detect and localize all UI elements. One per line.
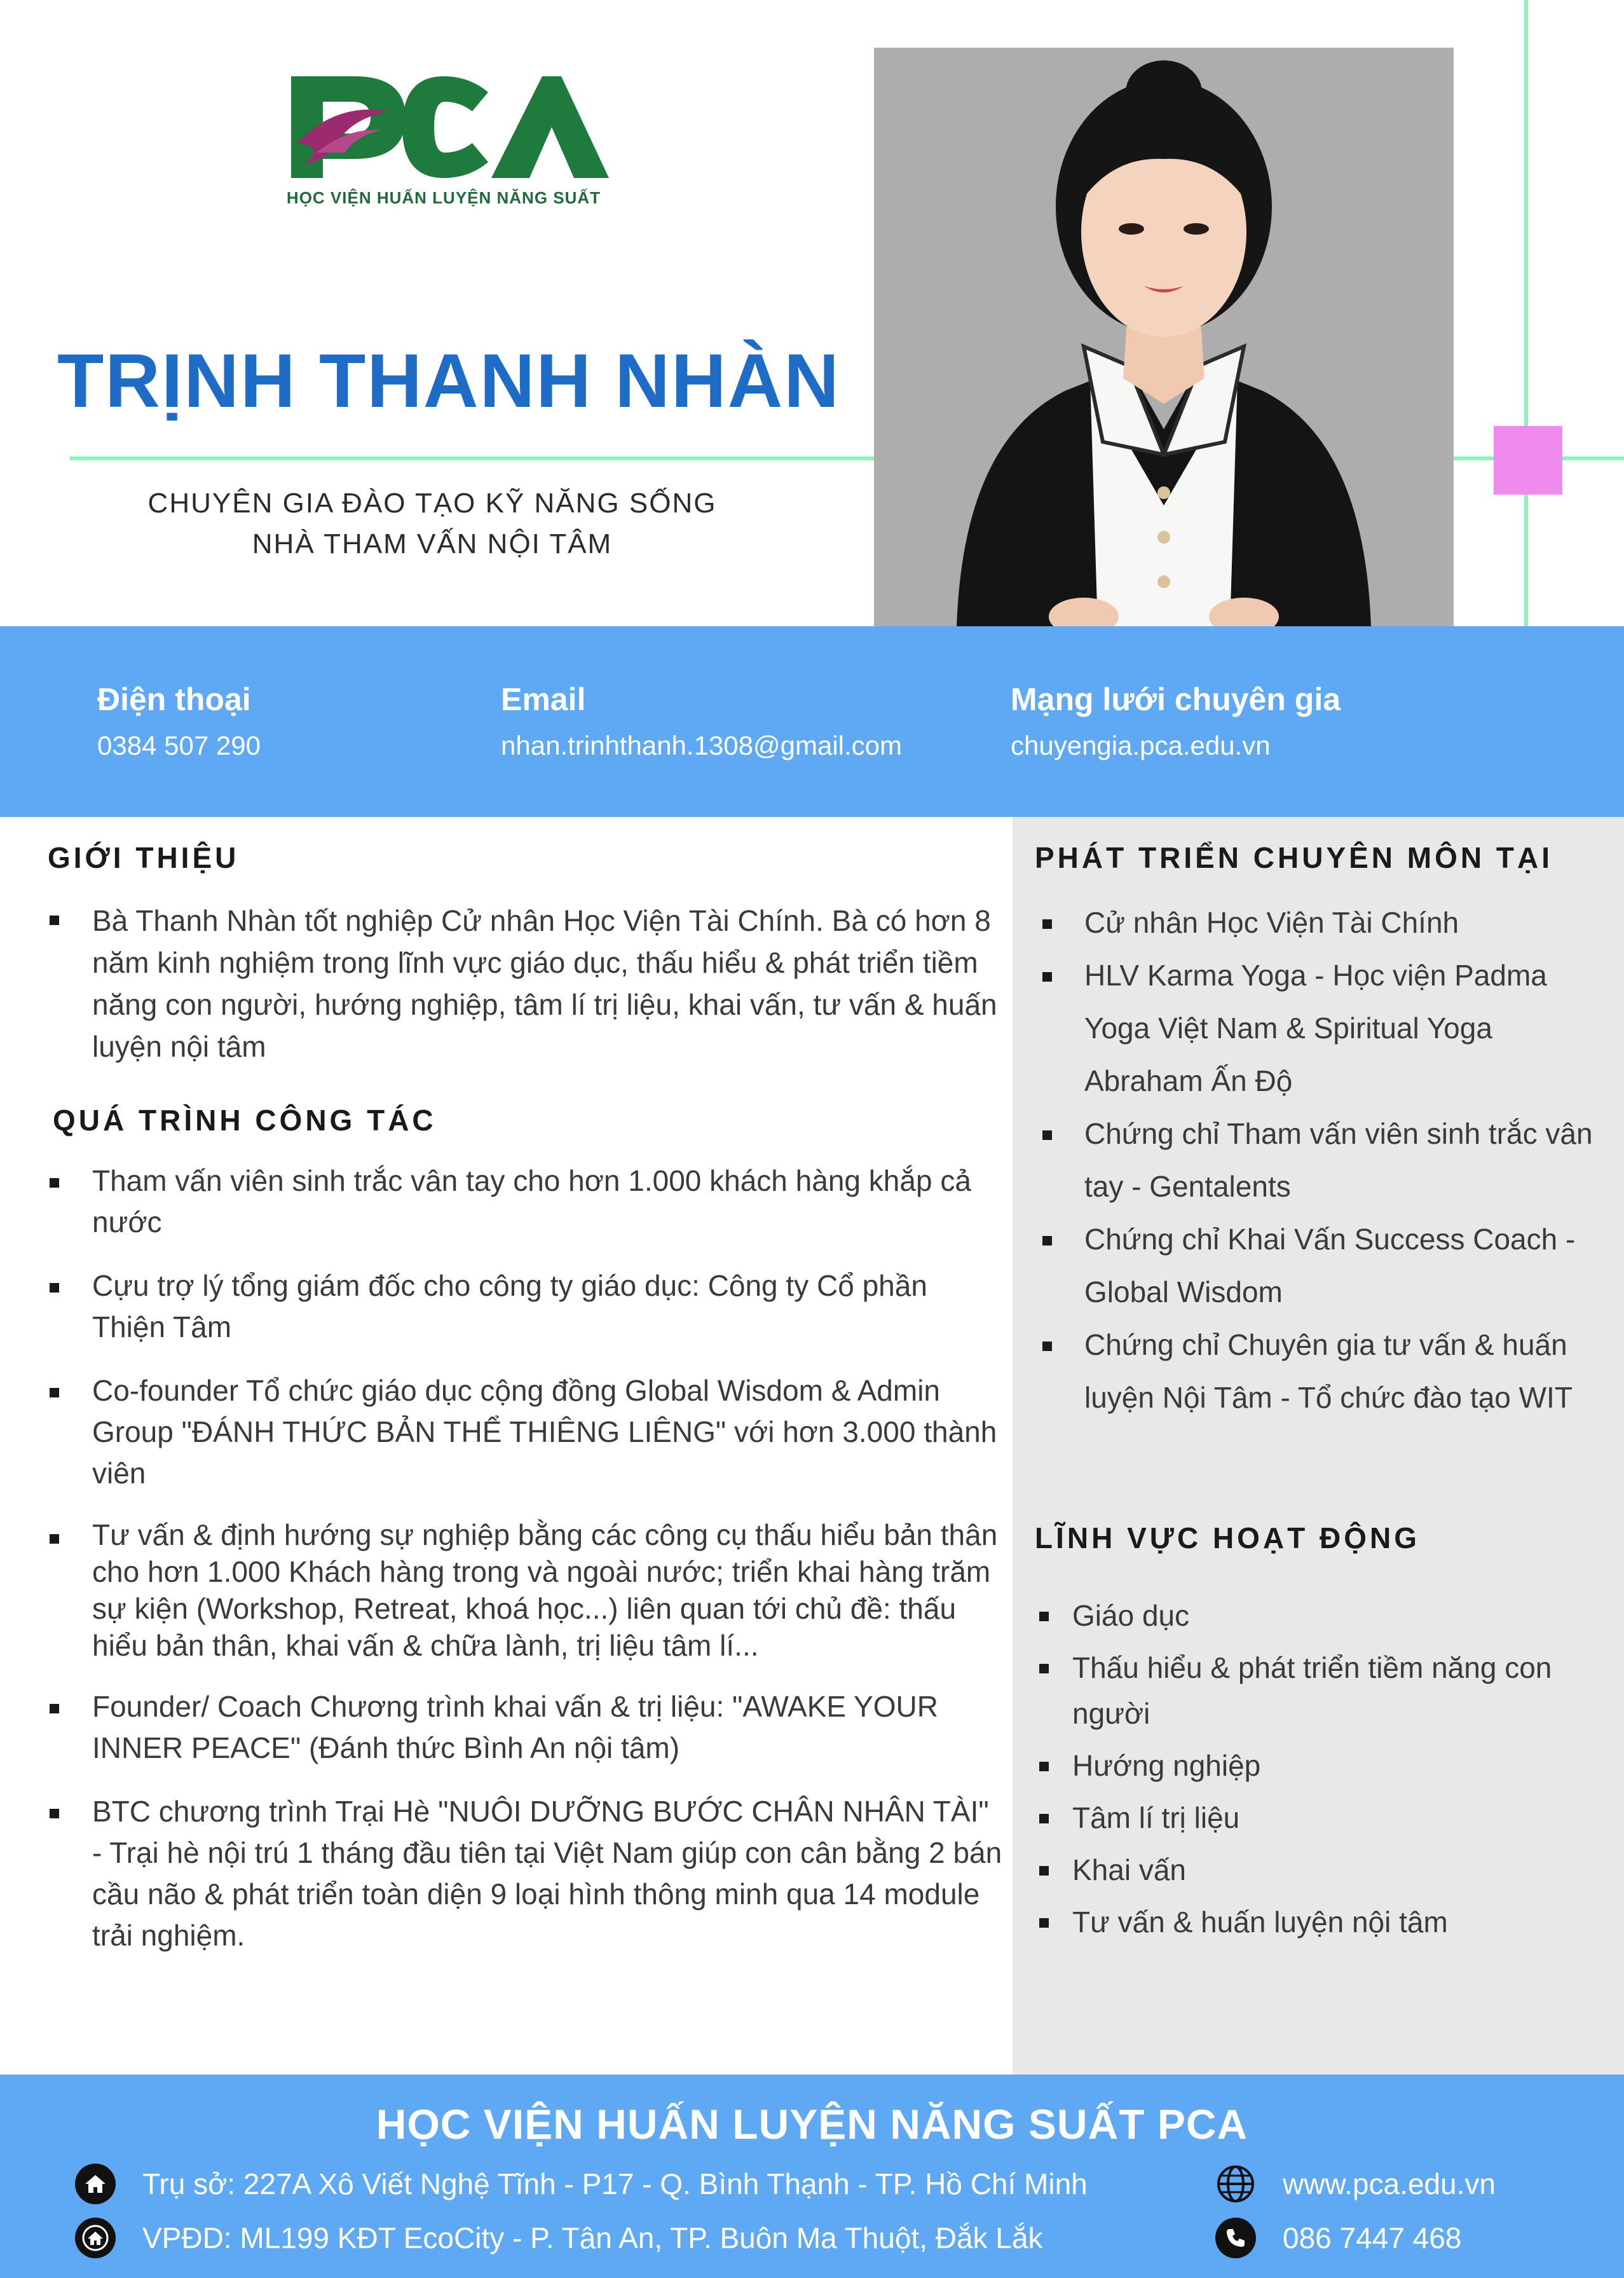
development-item-text: Chứng chỉ Tham vấn viên sinh trắc vân tay - Gentalents (1084, 1117, 1593, 1203)
branch-address: VPĐD: ML199 KĐT EcoCity - P. Tân An, TP. Buôn Ma Thuột, Đắk Lắk (142, 2221, 1043, 2254)
list-item (50, 900, 1003, 1067)
bullet-square (1042, 919, 1052, 929)
list-item (1039, 1899, 1611, 1945)
list-item (1042, 1213, 1602, 1319)
bullet-square (1039, 1762, 1049, 1771)
list-item (1039, 1847, 1611, 1893)
network-link[interactable]: chuyengia.pca.edu.vn (1011, 731, 1271, 760)
website-link[interactable]: www.pca.edu.vn (1283, 2167, 1496, 2200)
bullet-square (50, 1704, 59, 1713)
work-list (50, 1160, 1003, 1979)
fields-list (1039, 1593, 1611, 1951)
development-list (1042, 896, 1602, 1424)
network-label: Mạng lưới chuyên gia (1011, 682, 1341, 717)
field-item-text: Giáo dục (1072, 1599, 1190, 1632)
decorative-pink-square (1494, 426, 1562, 495)
decorative-horizontal-line (70, 456, 874, 460)
contact-band (0, 626, 1624, 817)
list-item (1042, 1319, 1602, 1424)
contact-phone (97, 677, 261, 765)
pca-logo (278, 64, 609, 216)
bullet-square (1039, 1664, 1049, 1673)
bullet-square (1042, 1341, 1052, 1351)
development-item-text: Cử nhân Học Viện Tài Chính (1084, 906, 1459, 939)
list-item (50, 1516, 1003, 1664)
list-item (50, 1370, 1003, 1494)
bullet-square (1042, 972, 1052, 982)
work-item-text: Tham vấn viên sinh trắc vân tay cho hơn 1.000 khách hàng khắp cả nước (92, 1164, 971, 1238)
person-titles (95, 483, 769, 565)
list-item (50, 1791, 1003, 1956)
list-item (50, 1160, 1003, 1243)
intro-heading: GIỚI THIỆU (48, 841, 240, 874)
list-item (50, 1686, 1003, 1769)
list-item (1039, 1593, 1611, 1638)
bullet-square (1039, 1814, 1049, 1823)
development-item-text: HLV Karma Yoga - Học viện Padma Yoga Việt Nam & Spiritual Yoga Abraham Ấn Độ (1084, 959, 1547, 1097)
bullet-square (50, 1809, 59, 1818)
hotline-number[interactable]: 086 7447 468 (1283, 2221, 1462, 2254)
work-item-text: Cựu trợ lý tổng giám đốc cho công ty giáo dục: Công ty Cổ phần Thiện Tâm (92, 1269, 927, 1343)
list-item (1042, 896, 1602, 949)
job-title-primary: CHUYÊN GIA ĐÀO TẠO KỸ NĂNG SỐNG (147, 488, 717, 519)
bullet-square (1042, 1236, 1052, 1245)
hq-address: Trụ sở: 227A Xô Viết Nghệ Tĩnh - P17 - Q. Bình Thạnh - TP. Hồ Chí Minh (142, 2167, 1088, 2200)
development-item-text: Chứng chỉ Khai Vấn Success Coach - Global Wisdom (1084, 1223, 1576, 1308)
footer-hq (75, 2164, 1088, 2204)
contact-email (501, 677, 902, 765)
development-item-text: Chứng chỉ Chuyên gia tư vấn & huấn luyện Nội Tâm - Tổ chức đào tạo WIT (1084, 1328, 1573, 1414)
footer (0, 2075, 1624, 2278)
portrait-photo (874, 48, 1454, 628)
work-item-text: Co-founder Tổ chức giáo dục cộng đồng Global Wisdom & Admin Group "ĐÁNH THỨC BẢN THỂ THIÊNG LIÊNG" với hơn 3.000 thành viên (92, 1374, 997, 1490)
home-outline-icon (75, 2218, 116, 2258)
bullet-square (50, 1178, 59, 1188)
bullet-square (1039, 1612, 1049, 1621)
email-label: Email (501, 682, 586, 717)
footer-title: HỌC VIỆN HUẤN LUYỆN NĂNG SUẤT PCA (376, 2101, 1248, 2148)
bullet-square (50, 1283, 59, 1293)
list-item (1039, 1645, 1611, 1736)
pca-logo-mark (278, 64, 609, 184)
email-value[interactable]: nhan.trinhthanh.1308@gmail.com (501, 731, 903, 760)
job-title-secondary: NHÀ THAM VẤN NỘI TÂM (252, 528, 613, 559)
bullet-square (1042, 1130, 1052, 1140)
phone-label: Điện thoại (97, 682, 251, 717)
development-heading: PHÁT TRIỂN CHUYÊN MÔN TẠI (1035, 841, 1553, 874)
globe-icon (1215, 2164, 1256, 2204)
decorative-vertical-line (1524, 0, 1528, 626)
person-name: TRỊNH THANH NHÀN (57, 338, 840, 423)
fields-heading: LĨNH VỰC HOẠT ĐỘNG (1035, 1521, 1421, 1554)
field-item-text: Thấu hiểu & phát triển tiềm năng con người (1072, 1651, 1552, 1730)
bullet-square (50, 916, 59, 925)
contact-network (1011, 677, 1341, 765)
bullet-square (50, 1388, 59, 1397)
work-item-text: Founder/ Coach Chương trình khai vấn & trị liệu: "AWAKE YOUR INNER PEACE" (Đánh thức Bình An nội tâm) (92, 1690, 938, 1764)
field-item-text: Hướng nghiệp (1072, 1749, 1261, 1782)
list-item (1039, 1795, 1611, 1841)
field-item-text: Tâm lí trị liệu (1072, 1801, 1240, 1834)
list-item (1039, 1743, 1611, 1788)
bullet-square (1039, 1866, 1049, 1876)
work-heading: QUÁ TRÌNH CÔNG TÁC (53, 1104, 437, 1137)
list-item (1042, 1108, 1602, 1213)
field-item-text: Khai vấn (1072, 1853, 1187, 1886)
phone-icon (1215, 2218, 1256, 2258)
bullet-square (1039, 1918, 1049, 1928)
portrait-illustration (874, 48, 1454, 628)
home-icon (75, 2164, 116, 2204)
work-item-text: BTC chương trình Trại Hè "NUÔI DƯỠNG BƯỚC CHÂN NHÂN TÀI" - Trại hè nội trú 1 tháng đầu tiên tại Việt Nam giúp con cân bằng 2 bán cầu não & phát triển toàn diện 9 loại hình thông minh qua 14 module trải nghiệm. (92, 1795, 1002, 1952)
work-item-text: Tư vấn & định hướng sự nghiệp bằng các công cụ thấu hiểu bản thân cho hơn 1.000 Khách hàng trong và ngoài nước; triển khai hàng trăm sự kiện (Workshop, Retreat, khoá học...) liên quan tới chủ đề: thấu hiểu bản thân, khai vấn & chữa lành, trị liệu tâm lí... (92, 1518, 998, 1662)
logo-tagline: HỌC VIỆN HUẤN LUYỆN NĂNG SUẤT (286, 188, 601, 207)
phone-value[interactable]: 0384 507 290 (97, 731, 261, 760)
field-item-text: Tư vấn & huấn luyện nội tâm (1072, 1905, 1448, 1938)
footer-branch (75, 2218, 1043, 2258)
footer-website (1215, 2164, 1496, 2204)
footer-hotline (1215, 2218, 1461, 2258)
intro-text: Bà Thanh Nhàn tốt nghiệp Cử nhân Học Viện Tài Chính. Bà có hơn 8 năm kinh nghiệm trong lĩnh vực giáo dục, thấu hiểu & phát triển tiềm năng con người, hướng nghiệp, tâm lí trị liệu, khai vấn, tư vấn & huấn luyện nội tâm (92, 904, 997, 1063)
bullet-square (50, 1534, 59, 1544)
list-item (50, 1265, 1003, 1348)
intro-list (50, 900, 1003, 1067)
list-item (1042, 949, 1602, 1108)
